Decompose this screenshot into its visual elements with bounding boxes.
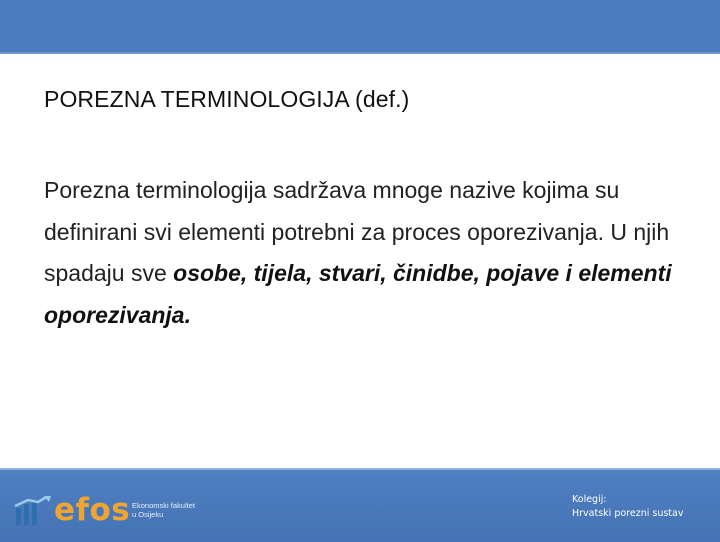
body-text-plain: Porezna terminologija sadržava mnoge nazive kojima su definirani svi elementi potrebni za proces oporezivanja. U njih spadaju sve [44, 177, 670, 286]
slide-body [44, 170, 684, 336]
logo-subtitle-line2: u Osijeku [132, 510, 164, 519]
header-bar [0, 0, 720, 54]
bar-chart-arrow-icon [14, 496, 54, 526]
footer-bar [0, 468, 720, 542]
efos-logo [14, 492, 214, 532]
course-label: Kolegij: [572, 494, 607, 505]
logo-subtitle-line1: Ekonomski fakultet [132, 501, 195, 510]
body-text-emphasis: osobe, tijela, stvari, činidbe, pojave i elementi oporezivanja. [44, 260, 672, 328]
slide-title: POREZNA TERMINOLOGIJA (def.) [44, 86, 410, 112]
logo-subtitle [132, 501, 212, 519]
course-name: Hrvatski porezni sustav [572, 508, 684, 519]
course-info [572, 493, 683, 521]
logo-wordmark: efos [54, 492, 131, 528]
